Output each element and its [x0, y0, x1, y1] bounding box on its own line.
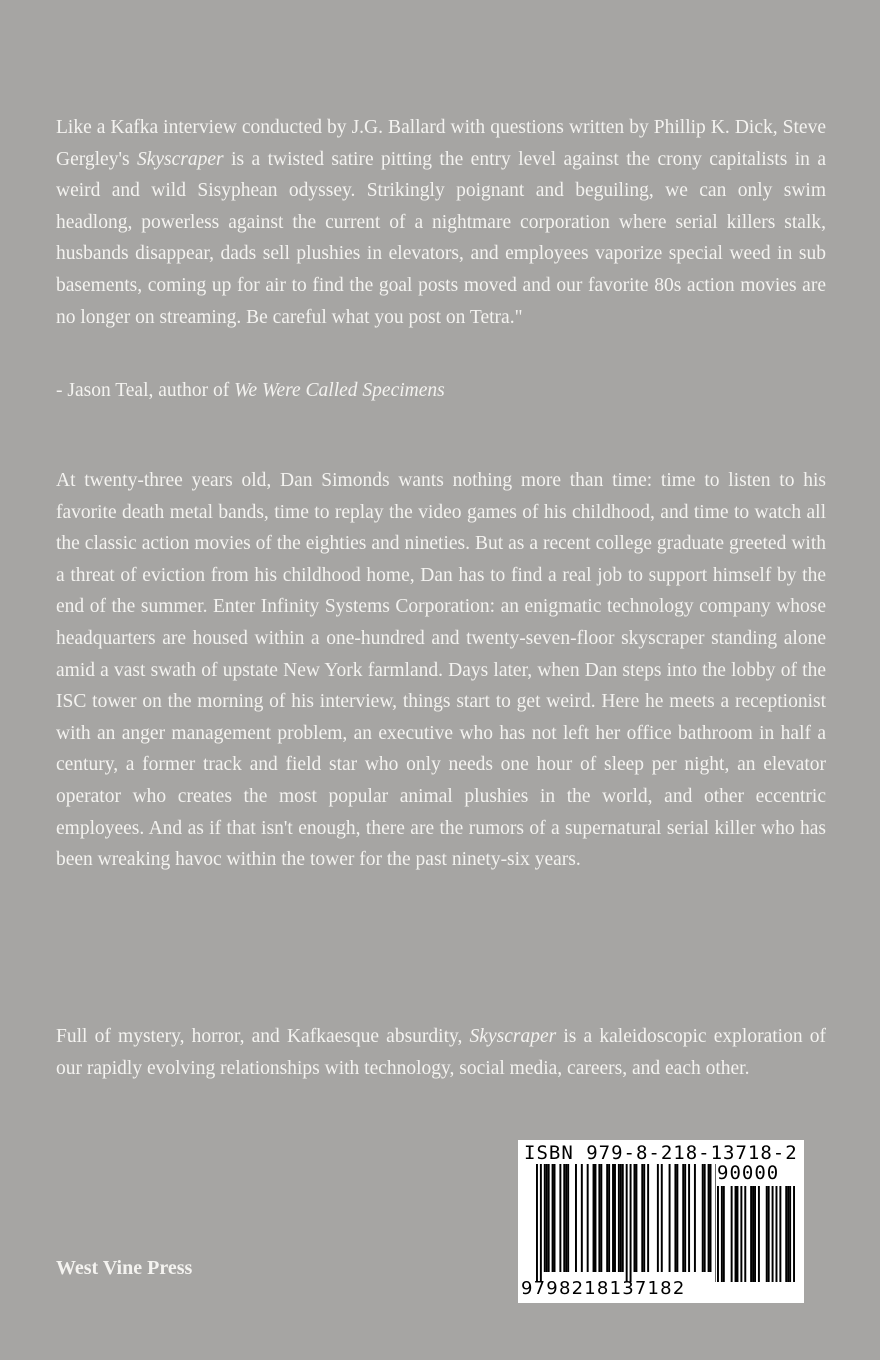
barcode-bar — [787, 1186, 789, 1282]
book-title-italic: Skyscraper — [137, 148, 224, 170]
barcode-bar — [674, 1164, 676, 1272]
barcode-bar — [735, 1186, 737, 1282]
barcode-bar — [669, 1164, 671, 1272]
barcode-bar — [710, 1164, 712, 1272]
barcode-bar — [758, 1186, 760, 1282]
endorsement-text-1: Like a Kafka interview conducted by J.G. Ballard with questions written by Phillip K. Dick, Steve Gergley's — [56, 117, 826, 170]
barcode-bar — [581, 1164, 583, 1272]
barcode-bar — [548, 1164, 550, 1272]
barcode-bar — [715, 1164, 716, 1282]
barcode-bar — [694, 1164, 696, 1272]
closing-paragraph — [56, 1021, 826, 1084]
barcode-bar — [565, 1164, 567, 1272]
barcode-bar — [598, 1164, 600, 1272]
book-description: At twenty-three years old, Dan Simonds wants nothing more than time: time to listen to his favorite death metal bands, time to replay the video games of his childhood, and time to watch all the classic action movies of the eighties and nineties. But as a recent college graduate greeted with a threat of eviction from his childhood home, Dan has to find a real job to support himself by the end of the summer. Enter Infinity Systems Corporation: an enigmatic technology company whose headquarters are housed within a one-hundred and twenty-seven-floor skyscraper standing alone amid a vast swath of upstate New York farmland. Days later, when Dan steps into the lobby of the ISC tower on the morning of his interview, things start to get weird. Here he meets a receptionist with an anger management problem, an executive who has not left her office bathroom in half a century, a former track and field star who only needs one hour of sleep per night, an elevator operator who creates the most popular animal plushies in the world, and other eccentric employees. And as if that isn't enough, there are the rumors of a supernatural serial killer who has been wreaking havoc within the tower for the past ninety-six years. — [56, 470, 826, 871]
barcode-bar — [793, 1186, 795, 1282]
barcode-bar — [630, 1164, 632, 1282]
barcode-bar — [779, 1186, 781, 1282]
barcode-bar — [536, 1164, 538, 1282]
barcode-bar — [544, 1164, 546, 1272]
barcode-bar — [768, 1186, 770, 1282]
barcode-bar — [684, 1164, 686, 1272]
barcode-bar — [612, 1164, 614, 1272]
price-addon-label: 90000 — [717, 1162, 780, 1184]
barcode-bar — [595, 1164, 597, 1272]
barcode-bar — [626, 1164, 628, 1282]
isbn-barcode — [518, 1140, 804, 1303]
barcode-bar — [575, 1164, 577, 1272]
barcode-bar — [554, 1164, 556, 1272]
barcode-bar — [688, 1164, 690, 1272]
barcode-bar — [546, 1164, 548, 1272]
barcode-bar — [723, 1186, 725, 1282]
barcode-bar — [750, 1186, 752, 1282]
barcode-bar — [540, 1164, 542, 1282]
barcode-bar — [600, 1164, 602, 1272]
barcode-bar — [785, 1186, 787, 1282]
barcode-bar — [661, 1164, 663, 1272]
closing-book-title: Skyscraper — [469, 1026, 557, 1047]
barcode-bar — [641, 1164, 643, 1272]
barcode-bar — [618, 1164, 620, 1272]
barcode-bar — [647, 1164, 649, 1272]
barcode-bar — [717, 1186, 719, 1282]
barcode-bar — [682, 1164, 684, 1272]
barcode-bar — [731, 1186, 733, 1282]
barcode-bar — [772, 1186, 774, 1282]
barcode-bar — [721, 1186, 723, 1282]
barcode-bar — [608, 1164, 610, 1272]
barcode-bar — [676, 1164, 678, 1272]
barcode-bar — [744, 1186, 746, 1282]
barcode-bar — [567, 1164, 569, 1272]
barcode-bar — [559, 1164, 561, 1272]
barcode-bar — [702, 1164, 704, 1272]
barcode-bar — [587, 1164, 589, 1272]
barcode-bar — [737, 1186, 739, 1282]
barcode-bar — [740, 1186, 742, 1282]
barcode-bar — [634, 1164, 636, 1272]
barcode-bar — [789, 1186, 791, 1282]
ean-digits: 9798218137182 — [521, 1278, 686, 1299]
isbn-label: ISBN 979-8-218-13718-2 — [524, 1142, 798, 1164]
closing-text-1: Full of mystery, horror, and Kafkaesque absurdity, — [56, 1026, 470, 1047]
ean-barcode-bars — [536, 1164, 716, 1282]
attribution-book-title: We Were Called Specimens — [234, 380, 445, 401]
barcode-bar — [622, 1164, 624, 1272]
barcode-bar — [643, 1164, 645, 1272]
barcode-bar — [614, 1164, 616, 1272]
publisher-name: West Vine Press — [56, 1257, 193, 1279]
barcode-bar — [704, 1164, 706, 1272]
endorsement-text-2: is a twisted satire pitting the entry level against the crony capitalists in a weird and wild Sisyphean odyssey. Strikingly poignant and beguiling, we can only swim headlong, powerless against the current of a nightmare corporation where serial killers stalk, husbands disappear, dads sell plushies in elevators, and employees vaporize special weed in sub basements, coming up for air to find the goal posts moved and our favorite 80s action movies are no longer on streaming. Be careful what you post on Tetra." — [56, 148, 826, 328]
barcode-bar — [708, 1164, 710, 1272]
barcode-bar — [593, 1164, 595, 1272]
barcode-bar — [606, 1164, 608, 1272]
attribution-prefix: - Jason Teal, author of — [56, 380, 235, 401]
endorsement-quote — [56, 112, 826, 333]
barcode-bar — [563, 1164, 565, 1272]
barcode-bar — [552, 1164, 554, 1272]
barcode-bar — [752, 1186, 754, 1282]
barcode-bar — [635, 1164, 637, 1272]
barcode-bar — [620, 1164, 622, 1272]
barcode-bar — [776, 1186, 778, 1282]
addon-barcode-bars — [717, 1186, 799, 1282]
endorsement-attribution — [56, 375, 445, 407]
barcode-bar — [766, 1186, 768, 1282]
closing-text-2: is a kaleidoscopic exploration of our rapidly evolving relationships with technology, social media, careers, and each other. — [56, 1026, 826, 1079]
barcode-bar — [754, 1186, 756, 1282]
barcode-bar — [657, 1164, 659, 1272]
